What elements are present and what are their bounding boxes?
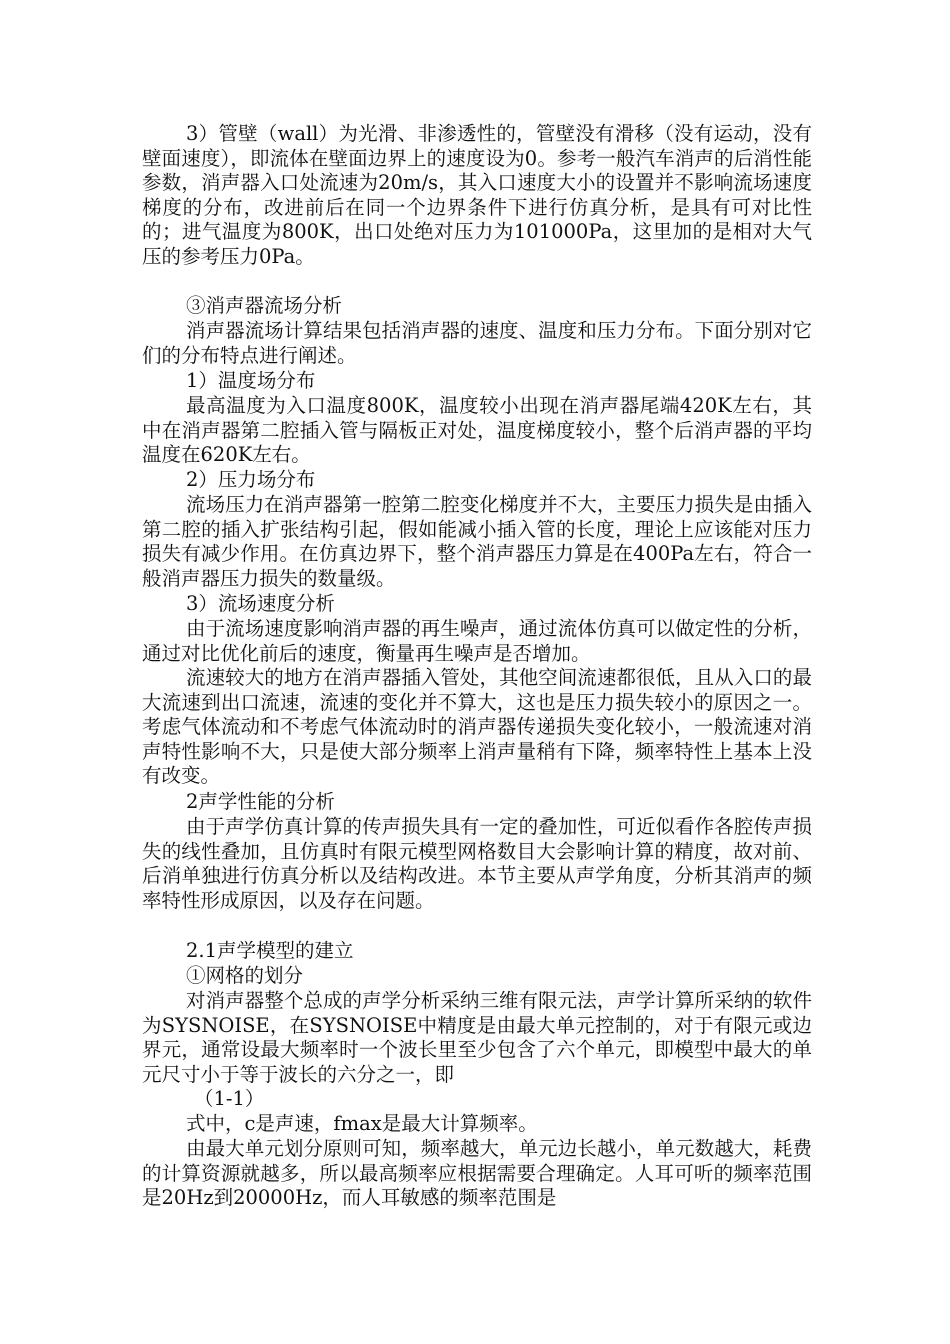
heading-acoustic-model: 2.1声学模型的建立 bbox=[186, 939, 354, 962]
paragraph-flow-results: 消声器流场计算结果包括消声器的速度、温度和压力分布。下面分别对它们的分布特点进行阐述。 bbox=[142, 319, 812, 367]
paragraph-velocity-detail: 流速较大的地方在消声器插入管处，其他空间流速都很低，且从入口的最大流速到出口流速，流速的变化并不算大，这也是压力损失较小的原因之一。考虑气体流动和不考虑气体流动时的消声器传递损失变化较小，一般流速对消声特性影响不大，只是使大部分频率上消声量稍有下降，频率特性上基本上没有改变。 bbox=[142, 666, 812, 787]
paragraph-formula-note: 式中，c是声速，fmax是最大计算频率。 bbox=[186, 1112, 538, 1135]
paragraph-acoustic: 由于声学仿真计算的传声损失具有一定的叠加性，可近似看作各腔传声损失的线性叠加，且仿真时有限元模型网格数目大会影响计算的精度，故对前、后消单独进行仿真分析以及结构改进。本节主要从声学角度，分析其消声的频率特性形成原因，以及存在问题。 bbox=[142, 815, 812, 912]
paragraph-frequency: 由最大单元划分原则可知，频率越大，单元边长越小，单元数越大，耗费的计算资源就越多，所以最高频率应根据需要合理确定。人耳可听的频率范围是20Hz到20000Hz，而人耳敏感的频率范围是 bbox=[142, 1137, 812, 1209]
paragraph-temperature: 最高温度为入口温度800K，温度较小出现在消声器尾端420K左右，其中在消声器第二腔插入管与隔板正对处，温度梯度较小，整个后消声器的平均温度在620K左右。 bbox=[142, 394, 812, 466]
heading-pressure-field: 2）压力场分布 bbox=[186, 468, 316, 491]
heading-flow-field-analysis: ③消声器流场分析 bbox=[186, 294, 343, 317]
heading-acoustic-performance: 2声学性能的分析 bbox=[186, 790, 335, 813]
paragraph-velocity-noise: 由于流场速度影响消声器的再生噪声，通过流体仿真可以做定性的分析，通过对比优化前后的速度，衡量再生噪声是否增加。 bbox=[142, 617, 812, 665]
paragraph-wall-boundary: 3）管壁（wall）为光滑、非渗透性的，管壁没有滑移（没有运动，没有壁面速度），即流体在壁面边界上的速度设为0。参考一般汽车消声的后消性能参数，消声器入口处流速为20m/s，其入口速度大小的设置并不影响流场速度梯度的分布，改进前后在同一个边界条件下进行仿真分析，是具有可对比性的；进气温度为800K，出口处绝对压力为101000Pa，这里加的是相对大气压的参考压力0Pa。 bbox=[142, 122, 812, 268]
paragraph-mesh: 对消声器整个总成的声学分析采纳三维有限元法，声学计算所采纳的软件为SYSNOISE，在SYSNOISE中精度是由最大单元控制的，对于有限元或边界元，通常设最大频率时一个波长里至少包含了六个单元，即模型中最大的单元尺寸小于等于波长的六分之一，即 bbox=[142, 989, 812, 1086]
heading-mesh-division: ①网格的划分 bbox=[186, 964, 304, 987]
equation-number: （1-1） bbox=[194, 1087, 265, 1110]
paragraph-pressure: 流场压力在消声器第一腔第二腔变化梯度并不大，主要压力损失是由插入第二腔的插入扩张结构引起，假如能减小插入管的长度，理论上应该能对压力损失有减少作用。在仿真边界下，整个消声器压力算是在400Pa左右，符合一般消声器压力损失的数量级。 bbox=[142, 493, 812, 590]
heading-temperature-field: 1）温度场分布 bbox=[186, 369, 316, 392]
heading-velocity-analysis: 3）流场速度分析 bbox=[186, 592, 335, 615]
